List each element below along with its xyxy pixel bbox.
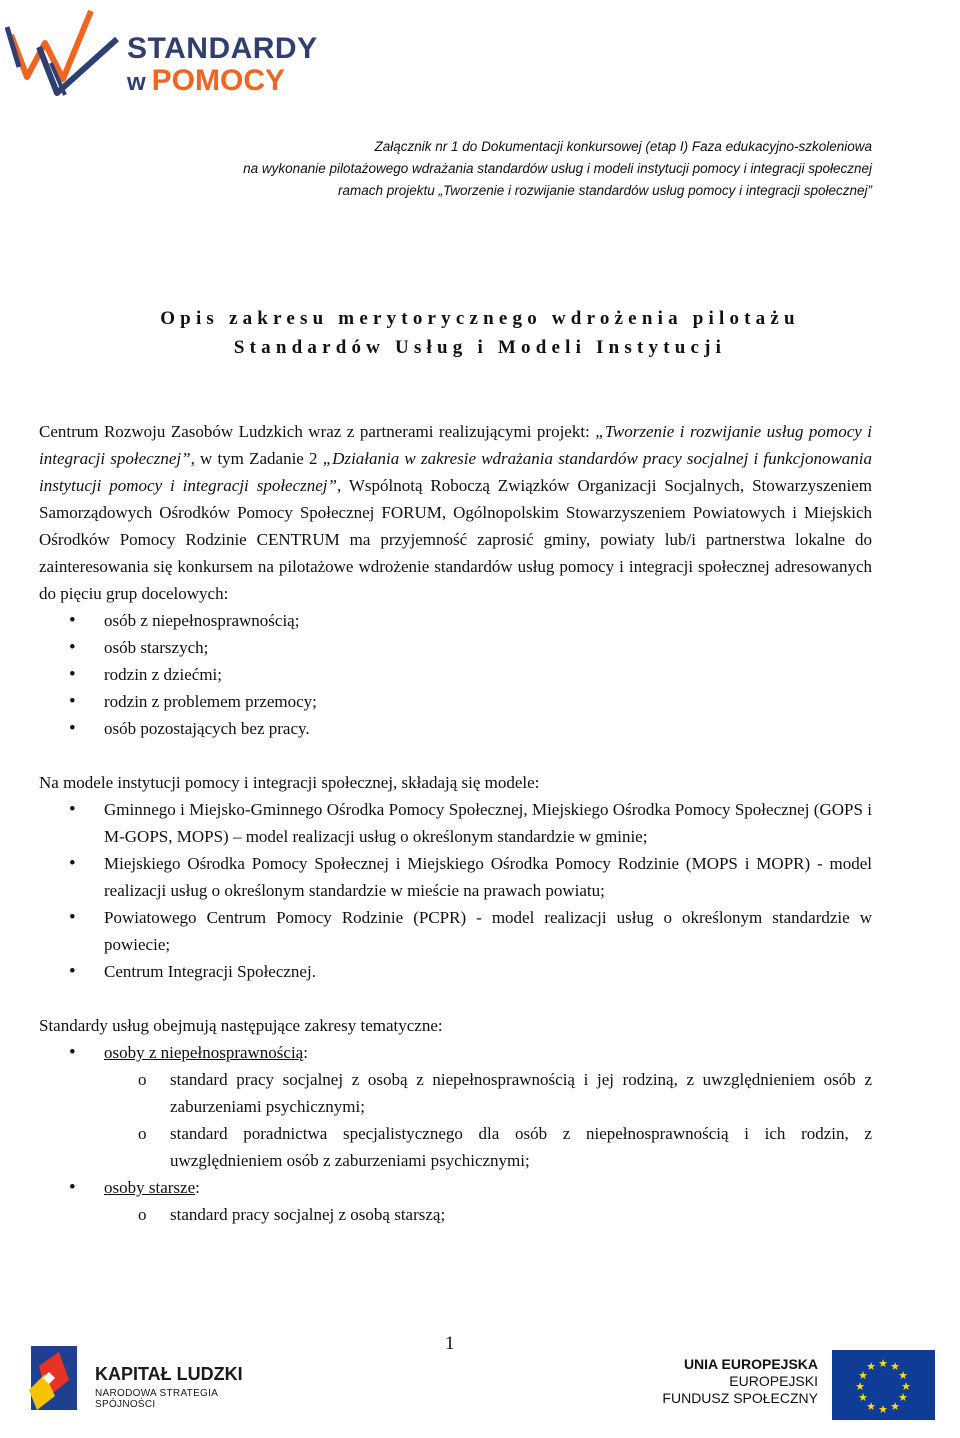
svg-text:★: ★ <box>855 1380 865 1393</box>
intro-project-name: „Tworzenie i rozwijanie usług pomocy i integracji społecznej” <box>39 422 873 468</box>
standards-list <box>39 1174 872 1201</box>
intro-text-3: , Wspólnotą Roboczą Związków Organizacji Socjalnych, Stowarzyszeniem Samorządowych Ośrodków Pomocy Społecznej FORUM, Ogólnopolskim Stowarzyszeniem Powiatowych i Miejskich Ośrodków Pomocy Rodzinie CENTRUM ma przyjemność zaprosić gminy, powiaty lub/i partnerstwa lokalne do zainteresowania się konkursem na pilotażowe wdrożenie standardów usług pomocy i integracji społecznej adresowanych do pięciu grup docelowych: <box>39 476 872 603</box>
svg-text:★: ★ <box>901 1380 911 1393</box>
svg-text:★: ★ <box>890 1360 900 1373</box>
intro-paragraph <box>39 418 872 607</box>
models-list <box>39 796 872 985</box>
list-item: • osób starszych; <box>39 634 872 661</box>
svg-text:★: ★ <box>858 1391 868 1404</box>
svg-text:★: ★ <box>858 1369 868 1382</box>
standards-group-label: osoby starsze <box>104 1178 196 1197</box>
list-item: • osób pozostających bez pracy. <box>39 715 872 742</box>
standards-sublist <box>39 1201 872 1228</box>
list-item: o standard pracy socjalnej z osobą z niepełnosprawnością i jej rodziną, z uwzględnieniem osób z zaburzeniami psychicznymi; <box>39 1066 872 1120</box>
eu-line-1: UNIA EUROPEJSKA <box>683 1356 818 1372</box>
models-intro: Na modele instytucji pomocy i integracji społecznej, składają się modele: <box>39 773 540 792</box>
logo-text-w: w <box>127 69 146 96</box>
logo-mark-icon <box>5 5 125 97</box>
standards-intro: Standardy usług obejmują następujące zakresy tematyczne: <box>39 1016 443 1035</box>
intro-text-2: , w tym Zadanie 2 <box>190 449 323 468</box>
eu-logo-text <box>640 1356 818 1407</box>
list-item: • Centrum Integracji Społecznej. <box>39 958 872 985</box>
svg-text:★: ★ <box>898 1369 908 1382</box>
list-item: • rodzin z problemem przemocy; <box>39 688 872 715</box>
kapital-ludzki-mark-icon <box>25 1340 89 1420</box>
standards-list <box>39 1039 872 1066</box>
logo-text-w-pomocy <box>127 65 285 99</box>
list-item: • Miejskiego Ośrodka Pomocy Społecznej i Miejskiego Ośrodka Pomocy Rodzinie (MOPS i MOPR) - model realizacji usług o określonym standardzie w mieście na prawach powiatu; <box>39 850 872 904</box>
header-line-3: ramach projektu „Tworzenie i rozwijanie standardów usług pomocy i integracji społecznej” <box>338 183 872 198</box>
document-header <box>0 136 872 202</box>
eu-line-2: EUROPEJSKI <box>729 1373 818 1389</box>
header-line-1: Załącznik nr 1 do Dokumentacji konkursowej (etap I) Faza edukacyjno-szkoleniowa <box>374 139 872 154</box>
eu-stars-icon <box>832 1350 935 1420</box>
standardy-w-pomocy-logo <box>5 5 318 97</box>
intro-text-1: Centrum Rozwoju Zasobów Ludzkich wraz z partnerami realizującymi projekt: <box>39 422 596 441</box>
svg-text:★: ★ <box>878 1403 888 1416</box>
list-item: o standard pracy socjalnej z osobą starszą; <box>39 1201 872 1228</box>
target-groups-list <box>39 607 872 742</box>
logo-text-standardy: STANDARDY <box>127 32 318 65</box>
document-body <box>39 418 872 1228</box>
intro-task-name: „Działania w zakresie wdrażania standardów pracy socjalnej i funkcjonowania instytucji pomocy i integracji społecznej” <box>39 449 873 495</box>
kapital-ludzki-subtitle: NARODOWA STRATEGIA SPÓJNOŚCI <box>95 1388 218 1410</box>
title-line-2: Standardów Usług i Modeli Instytucji <box>233 337 727 358</box>
logo-text-pomocy: POMOCY <box>151 64 286 97</box>
page-number: 1 <box>445 1333 455 1354</box>
list-item: • Gminnego i Miejsko-Gminnego Ośrodka Pomocy Społecznej, Miejskiego Ośrodka Pomocy Społecznej (GOPS i M-GOPS, MOPS) – model realizacji usług o określonym standardzie w gminie; <box>39 796 872 850</box>
eu-line-3: FUNDUSZ SPOŁECZNY <box>662 1390 818 1406</box>
svg-text:★: ★ <box>866 1360 876 1373</box>
list-item: • osób z niepełnosprawnością; <box>39 607 872 634</box>
standards-sublist <box>39 1066 872 1174</box>
standards-group-label: osoby z niepełnosprawnością <box>104 1043 304 1062</box>
list-item: • osoby starsze: <box>39 1174 872 1201</box>
svg-text:★: ★ <box>898 1391 908 1404</box>
eu-flag-icon <box>832 1350 935 1420</box>
list-item: • Powiatowego Centrum Pomocy Rodzinie (PCPR) - model realizacji usług o określonym standardzie w powiecie; <box>39 904 872 958</box>
list-item: • osoby z niepełnosprawnością: <box>39 1039 872 1066</box>
header-line-2: na wykonanie pilotażowego wdrażania standardów usług i modeli instytucji pomocy i integracji społecznej <box>243 161 872 176</box>
svg-text:★: ★ <box>878 1357 888 1370</box>
list-item: o standard poradnictwa specjalistycznego dla osób z niepełnosprawnością i ich rodzin, z uwzględnieniem osób z zaburzeniami psychicznymi; <box>39 1120 872 1174</box>
kapital-ludzki-logo <box>25 1340 275 1420</box>
title-line-1: Opis zakresu merytorycznego wdrożenia pilotażu <box>160 308 800 329</box>
document-title <box>0 304 960 362</box>
kapital-ludzki-title: KAPITAŁ LUDZKI <box>95 1364 243 1384</box>
svg-text:★: ★ <box>866 1400 876 1413</box>
svg-text:★: ★ <box>890 1400 900 1413</box>
list-item: • rodzin z dziećmi; <box>39 661 872 688</box>
